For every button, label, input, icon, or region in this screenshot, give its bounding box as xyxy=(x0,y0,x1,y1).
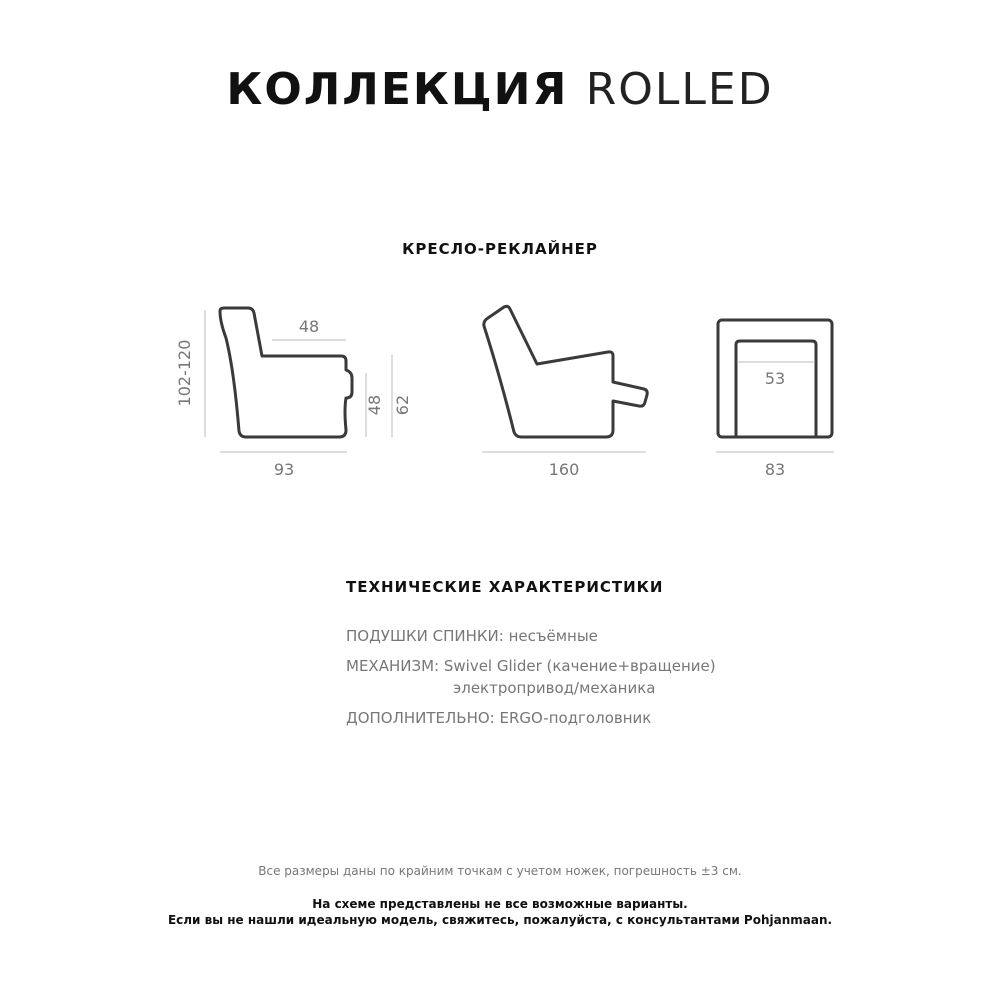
dimensions-note: Все размеры даны по крайним точкам с учетом ножек, погрешность ±3 см. xyxy=(258,864,742,878)
spec-label: ДОПОЛНИТЕЛЬНО: xyxy=(346,709,495,727)
spec-row-mechanism xyxy=(346,655,716,699)
seat-depth-label: 48 xyxy=(298,317,320,336)
seat-width-label: 53 xyxy=(764,369,786,388)
spec-value-continued: электропривод/механика xyxy=(453,679,656,697)
title-name: ROLLED xyxy=(585,64,774,115)
side-height-label: 102-120 xyxy=(175,339,194,407)
variants-note: На схеме представлены не все возможные варианты. xyxy=(312,897,688,911)
armchair-reclined-outline xyxy=(484,306,647,437)
front-width-label: 83 xyxy=(764,460,786,479)
specs-title: ТЕХНИЧЕСКИЕ ХАРАКТЕРИСТИКИ xyxy=(346,578,664,596)
side-width-label: 93 xyxy=(273,460,295,479)
side-view-drawing xyxy=(175,308,412,479)
spec-value: Swivel Glider (качение+вращение) xyxy=(443,657,716,675)
contact-note: Если вы не нашли идеальную модель, свяжитесь, пожалуйста, с консультантами Pohjanmaan. xyxy=(167,913,833,927)
front-view-drawing xyxy=(716,320,834,479)
spec-label: МЕХАНИЗМ: xyxy=(346,657,440,675)
armchair-front-seat xyxy=(736,341,816,437)
product-name: КРЕСЛО-РЕКЛАЙНЕР xyxy=(402,240,598,258)
spec-value: несъёмные xyxy=(508,627,598,645)
spec-value: ERGO-подголовник xyxy=(499,709,652,727)
spec-row-cushions xyxy=(346,625,598,647)
spec-label: ПОДУШКИ СПИНКИ: xyxy=(346,627,504,645)
reclined-view-drawing xyxy=(482,306,647,479)
seat-height-label: 48 xyxy=(365,394,384,416)
spec-row-extra xyxy=(346,707,651,729)
title-collection: КОЛЛЕКЦИЯ xyxy=(226,64,569,115)
arm-height-label: 62 xyxy=(393,394,412,416)
armchair-side-outline xyxy=(220,308,352,437)
reclined-length-label: 160 xyxy=(548,460,580,479)
